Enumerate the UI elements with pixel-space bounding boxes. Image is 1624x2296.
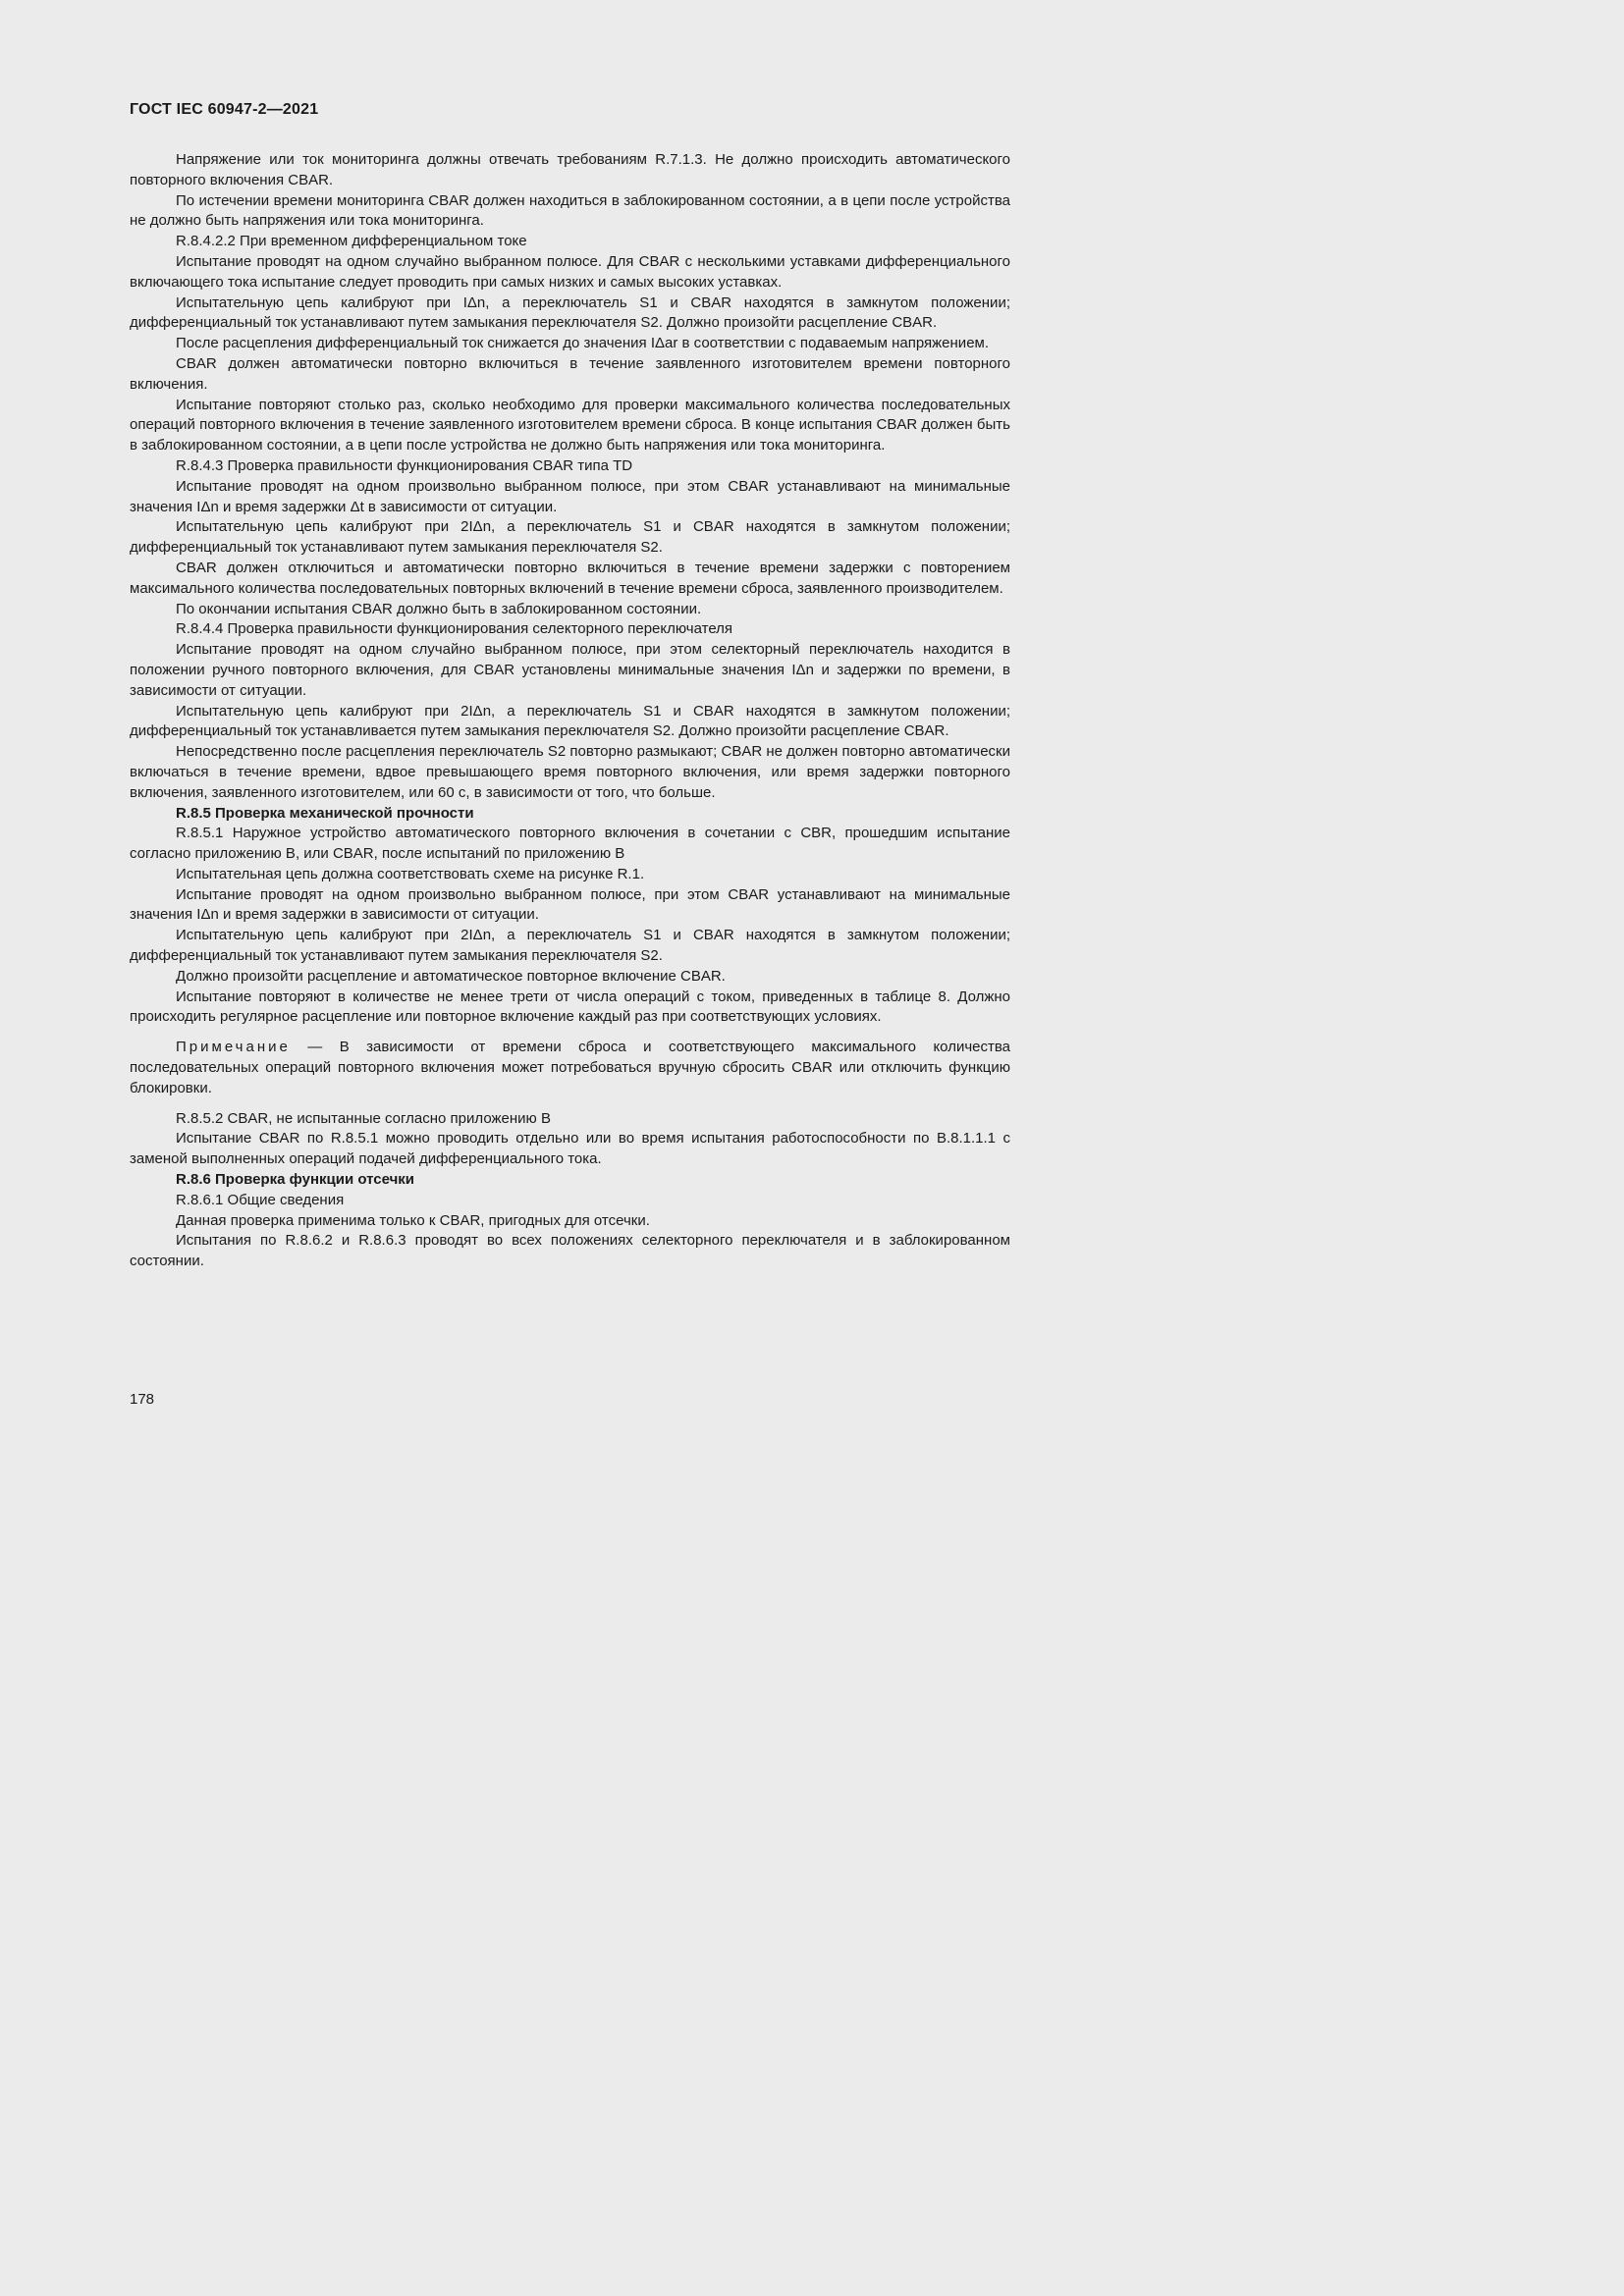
section-heading: R.8.4.2.2 При временном дифференциальном токе (176, 233, 527, 250)
paragraph: Испытание CBAR по R.8.5.1 можно проводить отдельно или во время испытания работоспособности по B.8.1.1.1 с заменой выполненных операций подачей дифференциального тока. (130, 1130, 1010, 1168)
paragraph: Непосредственно после расцепления переключатель S2 повторно размыкают; CBAR не должен повторно автоматически включаться в течение времени, вдвое превышающего время повторного включения, или время задержки повторного включения, заявленного изготовителем, или 60 с, в зависимости от того, что больше. (130, 743, 1010, 801)
note-paragraph (130, 1038, 1010, 1098)
paragraph: CBAR должен отключиться и автоматически повторно включиться в течение времени задержки с повторением максимального количества последовательных повторных включений в течение времени сброса, заявленного производителем. (130, 559, 1010, 597)
paragraph: Испытательную цепь калибруют при 2IΔn, а переключатель S1 и CBAR находятся в замкнутом положении; дифференциальный ток устанавливается путем замыкания переключателя S2. Должно произойти расцепление CBAR. (130, 702, 1010, 740)
section-heading: R.8.4.4 Проверка правильности функционирования селекторного переключателя (176, 620, 733, 638)
paragraph: Данная проверка применима только к CBAR, пригодных для отсечки. (176, 1211, 650, 1229)
paragraph: Испытательную цепь калибруют при IΔn, а переключатель S1 и CBAR находятся в замкнутом положении; дифференциальный ток устанавливают путем замыкания переключателя S2. Должно произойти расцепление CBAR. (130, 294, 1010, 332)
paragraph: Испытательная цепь должна соответствовать схеме на рисунке R.1. (176, 865, 645, 882)
paragraph: Должно произойти расцепление и автоматическое повторное включение CBAR. (176, 967, 726, 985)
paragraph: Испытание повторяют в количестве не менее трети от числа операций с током, приведенных в таблице 8. Должно происходить регулярное расцепление или повторное включение каждый раз при соответствующих условиях. (130, 988, 1010, 1026)
paragraph: По истечении времени мониторинга CBAR должен находиться в заблокированном состоянии, а в цепи после устройства не должно быть напряжения или тока мониторинга. (130, 191, 1010, 230)
paragraph: Испытания по R.8.6.2 и R.8.6.3 проводят во всех положениях селекторного переключателя и в заблокированном состоянии. (130, 1232, 1010, 1270)
paragraph: По окончании испытания CBAR должно быть в заблокированном состоянии. (176, 600, 702, 617)
paragraph: R.8.5.1 Наружное устройство автоматического повторного включения в сочетании с CBR, прошедшим испытание согласно приложению B, или CBAR, после испытаний по приложению B (130, 825, 1010, 863)
paragraph: Испытание проводят на одном случайно выбранном полюсе, при этом селекторный переключатель находится в положении ручного повторного включения, для CBAR установлены минимальные значения IΔn и задержки по времени, в зависимости от ситуации. (130, 641, 1010, 699)
paragraph: Испытание проводят на одном произвольно выбранном полюсе, при этом CBAR устанавливают на минимальные значения IΔn и время задержки в зависимости от ситуации. (130, 885, 1010, 924)
paragraph: Испытание проводят на одном случайно выбранном полюсе. Для CBAR с несколькими уставками дифференциального включающего тока испытание следует проводить при самых низких и самых высоких уставках. (130, 252, 1010, 291)
paragraph: Напряжение или ток мониторинга должны отвечать требованиям R.7.1.3. Не должно происходить автоматического повторного включения CBAR. (130, 151, 1010, 188)
page-header: ГОСТ IEC 60947-2—2021 (130, 101, 319, 118)
page-number: 178 (130, 1391, 155, 1408)
paragraph: Испытательную цепь калибруют при 2IΔn, а переключатель S1 и CBAR находятся в замкнутом положении; дифференциальный ток устанавливают путем замыкания переключателя S2. (130, 927, 1010, 965)
paragraph: CBAR должен автоматически повторно включиться в течение заявленного изготовителем времени повторного включения. (130, 354, 1010, 393)
paragraph: Испытание проводят на одном произвольно выбранном полюсе, при этом CBAR устанавливают на минимальные значения IΔn и время задержки Δt в зависимости от ситуации. (130, 477, 1010, 515)
section-heading: R.8.6.1 Общие сведения (176, 1191, 345, 1208)
note-label: Примечание (176, 1039, 291, 1056)
paragraph: Испытательную цепь калибруют при 2IΔn, а переключатель S1 и CBAR находятся в замкнутом положении; дифференциальный ток устанавливают путем замыкания переключателя S2. (130, 518, 1010, 557)
section-heading-bold: R.8.6 Проверка функции отсечки (176, 1171, 415, 1189)
section-heading-bold: R.8.5 Проверка механической прочности (176, 804, 474, 822)
document-body (130, 150, 1010, 1272)
note-text: — В зависимости от времени сброса и соответствующего максимального количества последовательных операций повторного включения может потребоваться вручную сбросить CBAR или отключить функцию блокировки. (130, 1039, 1010, 1096)
paragraph: После расцепления дифференциальный ток снижается до значения IΔar в соответствии с подаваемым напряжением. (176, 335, 990, 352)
section-heading: R.8.5.2 CBAR, не испытанные согласно приложению B (176, 1109, 551, 1127)
section-heading: R.8.4.3 Проверка правильности функционирования CBAR типа TD (176, 456, 633, 474)
paragraph: Испытание повторяют столько раз, сколько необходимо для проверки максимального количества последовательных операций повторного включения в течение заявленного изготовителем времени сброса. В конце испытания CBAR должен быть в заблокированном состоянии, а в цепи после устройства не должно быть напряжения или тока мониторинга. (130, 396, 1010, 454)
